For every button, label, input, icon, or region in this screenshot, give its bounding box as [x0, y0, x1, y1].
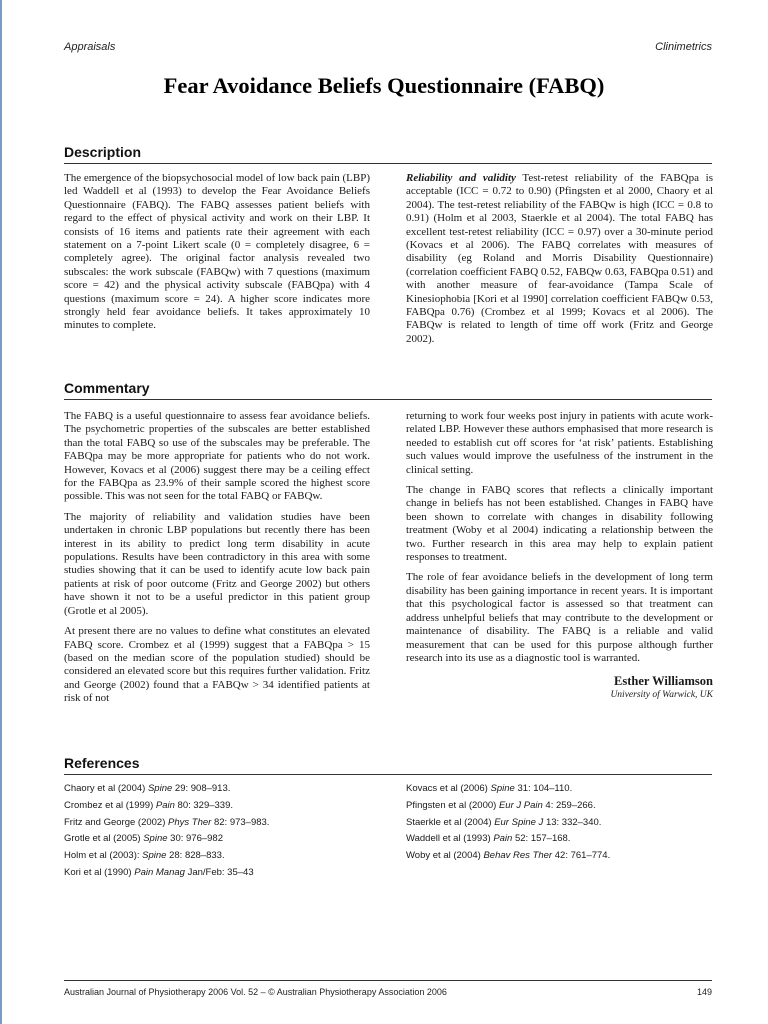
page-edge-stripe	[0, 0, 2, 1024]
reliability-lead-in: Reliability and validity	[406, 172, 516, 184]
running-header-right: Clinimetrics	[655, 41, 712, 53]
references-right-list	[406, 781, 726, 865]
commentary-left-column	[64, 410, 370, 713]
author-signature	[406, 675, 713, 702]
reference-item: Crombez et al (1999) Pain 80: 329–339.	[64, 799, 233, 811]
commentary-paragraph-3: At present there are no values to define what constitutes an elevated FABQ score. Crombez et al (1999) suggest that a FABQpa > 15 (based on the median score of the population studied) should be considered an elevated score but this requires further validation. Fritz and George (2002) found that a FABQw > 34 identified patients at risk of not	[64, 625, 370, 705]
footer-citation: Australian Journal of Physiotherapy 2006 Vol. 52 – © Australian Physiotherapy Association 2006	[64, 987, 447, 997]
reference-item: Staerkle et al (2004) Eur Spine J 13: 332–340.	[406, 816, 602, 828]
reliability-paragraph	[406, 172, 713, 346]
commentary-right-column	[406, 410, 713, 702]
section-heading-commentary: Commentary	[64, 380, 712, 400]
description-left-column	[64, 172, 370, 340]
commentary-paragraph-2: The majority of reliability and validation studies have been undertaken in chronic LBP populations but recently there has been interest in its ability to predict long term disability in acute populations. Results have been contradictory in this area with some studies showing that it can be used to identify acute low back pain patients at risk of poor outcome (Fritz and George 2002) but others have shown it not to be a useful predictor in this patient group (Grotle et al 2005).	[64, 510, 370, 617]
commentary-paragraph-4: returning to work four weeks post injury in patients with acute work-related LBP. However these authors emphasised that more research is needed to establish cut off scores for ‘at risk’ patients. Establishing such values would improve the usefulness of the instrument in the clinical setting.	[406, 410, 713, 476]
references-left-list	[64, 781, 384, 882]
reference-item: Kori et al (1990) Pain Manag Jan/Feb: 35–43	[64, 866, 254, 878]
reference-item: Holm et al (2003): Spine 28: 828–833.	[64, 850, 225, 862]
reference-item: Pfingsten et al (2000) Eur J Pain 4: 259–266.	[406, 799, 596, 811]
section-heading-references: References	[64, 755, 712, 775]
reference-item: Fritz and George (2002) Phys Ther 82: 973–983.	[64, 816, 270, 828]
page-number: 149	[696, 987, 712, 997]
section-heading-description: Description	[64, 144, 712, 164]
reference-item: Kovacs et al (2006) Spine 31: 104–110.	[406, 783, 573, 794]
footer-rule	[64, 980, 712, 981]
description-paragraph-1: The emergence of the biopsychosocial model of low back pain (LBP) led Waddell et al (1993) to develop the Fear Avoidance Beliefs Questionnaire (FABQ). The FABQ assesses patient beliefs with regard to the effect of physical activity and work on their LBP. It consists of 16 items and patients rate their agreement with each statement on a 7-point Likert scale (0 = completely disagree, 6 = completely agree). The original factor analysis revealed two subscales: the work subscale (FABQw) with 7 questions (maximum score = 42) and the physical activity subscale (FABQpa) with 4 questions (maximum score = 24). A higher score indicates more strongly held fear avoidance beliefs. It takes approximately 10 minutes to complete.	[64, 172, 370, 332]
author-affiliation: University of Warwick, UK	[610, 689, 713, 700]
reference-item: Waddell et al (1993) Pain 52: 157–168.	[406, 833, 571, 845]
reference-item: Woby et al (2004) Behav Res Ther 42: 761–774.	[406, 850, 611, 862]
description-right-column	[406, 172, 713, 353]
commentary-paragraph-6: The role of fear avoidance beliefs in the development of long term disability has been gaining importance in recent years. It is important that this psychological factor is assessed so that treatment can address unhelpful beliefs that may contribute to the development or maintenance of disability. The FABQ is a reliable and valid measurement that can be used for this purpose although further research into its use as a diagnostic tool is warranted.	[406, 571, 713, 664]
commentary-paragraph-1: The FABQ is a useful questionnaire to assess fear avoidance beliefs. The psychometric properties of the subscales are better established than the total FABQ so use of the subscales may be preferable. The FABQpa may be more appropriate for patients who do not work. However, Kovacs et al (2006) suggest there may be a ceiling effect for the FABQpa as 23.9% of their sample scored the highest score possible. This was not seen for the total FABQ or FABQw.	[64, 410, 370, 503]
reference-item: Chaory et al (2004) Spine 29: 908–913.	[64, 783, 231, 794]
article-title: Fear Avoidance Beliefs Questionnaire (FABQ)	[163, 73, 605, 98]
commentary-paragraph-5: The change in FABQ scores that reflects a clinically important change in beliefs has not been established. Changes in FABQ have been shown to correlate with changes in disability following treatment (Woby et al 2004) indicating a relationship between the two. Further research in this area may help to explain patient responses to treatment.	[406, 484, 713, 564]
author-name: Esther Williamson	[614, 674, 713, 689]
running-header-left: Appraisals	[64, 41, 116, 53]
reference-item: Grotle et al (2005) Spine 30: 976–982	[64, 833, 224, 845]
reliability-text: Test-retest reliability of the FABQpa is acceptable (ICC = 0.72 to 0.90) (Pfingsten et al 2000, Chaory et al 2004). The test-retest reliability of the FABQw is high (ICC = 0.8 to 0.91) (Holm et al 2003, Staerkle et al 2004). The total FABQ has excellent test-retest reliability (ICC = 0.97) over a 30-minute period (Kovacs et al 2006). The FABQ correlates with measures of disability (eg Roland and Morris Disability Questionnaire) (correlation coefficient FABQ 0.52, FABQw 0.63, FABQpa 0.51) and with another measure of fear-avoidance (Tampa Scale of Kinesiophobia [Kori et al 1990] correlation coefficient FABQw 0.53, FABQpa 0.76) (Crombez et al 1999; Kovacs et al 2006). The FABQw is related to length of time off work (Fritz and George 2002).	[406, 172, 713, 345]
